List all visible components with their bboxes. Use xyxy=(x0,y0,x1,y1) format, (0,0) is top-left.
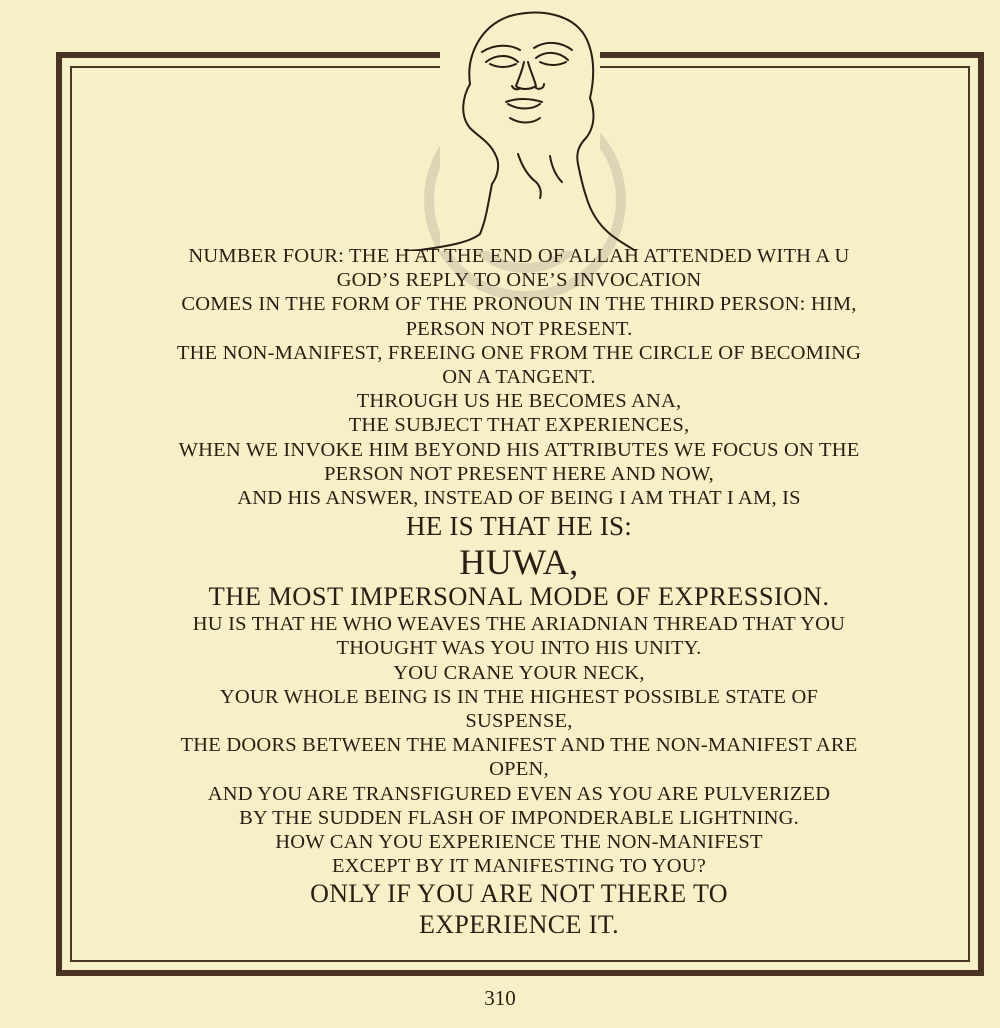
heading-line: HE IS THAT HE IS: xyxy=(406,511,632,542)
text-line: EXCEPT BY IT MANIFESTING TO YOU? xyxy=(331,855,707,878)
text-line: THROUGH US HE BECOMES ANA, xyxy=(356,390,682,413)
text-line: PERSON NOT PRESENT HERE AND NOW, xyxy=(324,462,714,485)
text-line: HU IS THAT HE WHO WEAVES THE ARIADNIAN THREAD THAT YOU xyxy=(192,613,846,636)
page-number: 310 xyxy=(484,986,516,1010)
text-line: BY THE SUDDEN FLASH OF IMPONDERABLE LIGHTNING. xyxy=(239,806,799,829)
text-line: SUSPENSE, xyxy=(465,710,573,733)
text-line: YOUR WHOLE BEING IS IN THE HIGHEST POSSIBLE STATE OF xyxy=(219,685,819,708)
text-line: THE NON-MANIFEST, FREEING ONE FROM THE CIRCLE OF BECOMING xyxy=(176,341,862,364)
text-line: PERSON NOT PRESENT. xyxy=(405,317,633,340)
upturned-face-illustration xyxy=(400,6,640,251)
closing-line: ONLY IF YOU ARE NOT THERE TO xyxy=(310,879,728,909)
poem-text xyxy=(80,244,958,940)
text-line: COMES IN THE FORM OF THE PRONOUN IN THE THIRD PERSON: HIM, xyxy=(181,293,857,316)
text-line: YOU CRANE YOUR NECK, xyxy=(393,661,645,684)
text-line: AND YOU ARE TRANSFIGURED EVEN AS YOU ARE PULVERIZED xyxy=(207,782,831,805)
text-line: GOD’S REPLY TO ONE’S INVOCATION xyxy=(336,269,702,292)
text-line: AND HIS ANSWER, INSTEAD OF BEING I AM THAT I AM, IS xyxy=(237,487,801,510)
text-line: ON A TANGENT. xyxy=(442,366,596,389)
huwa-heading: HUWA, xyxy=(459,542,579,583)
text-line: HOW CAN YOU EXPERIENCE THE NON-MANIFEST xyxy=(275,831,763,854)
text-line: NUMBER FOUR: THE H AT THE END OF ALLAH ATTENDED WITH A U xyxy=(188,245,850,267)
text-line: WHEN WE INVOKE HIM BEYOND HIS ATTRIBUTES WE FOCUS ON THE xyxy=(178,438,860,461)
text-line: OPEN, xyxy=(489,758,549,781)
closing-line: EXPERIENCE IT. xyxy=(418,910,620,940)
text-line: THE SUBJECT THAT EXPERIENCES, xyxy=(348,414,690,437)
heading-line: THE MOST IMPERSONAL MODE OF EXPRESSION. xyxy=(208,581,830,612)
text-line: THE DOORS BETWEEN THE MANIFEST AND THE NON-MANIFEST ARE xyxy=(180,734,858,757)
text-line: THOUGHT WAS YOU INTO HIS UNITY. xyxy=(336,637,702,660)
